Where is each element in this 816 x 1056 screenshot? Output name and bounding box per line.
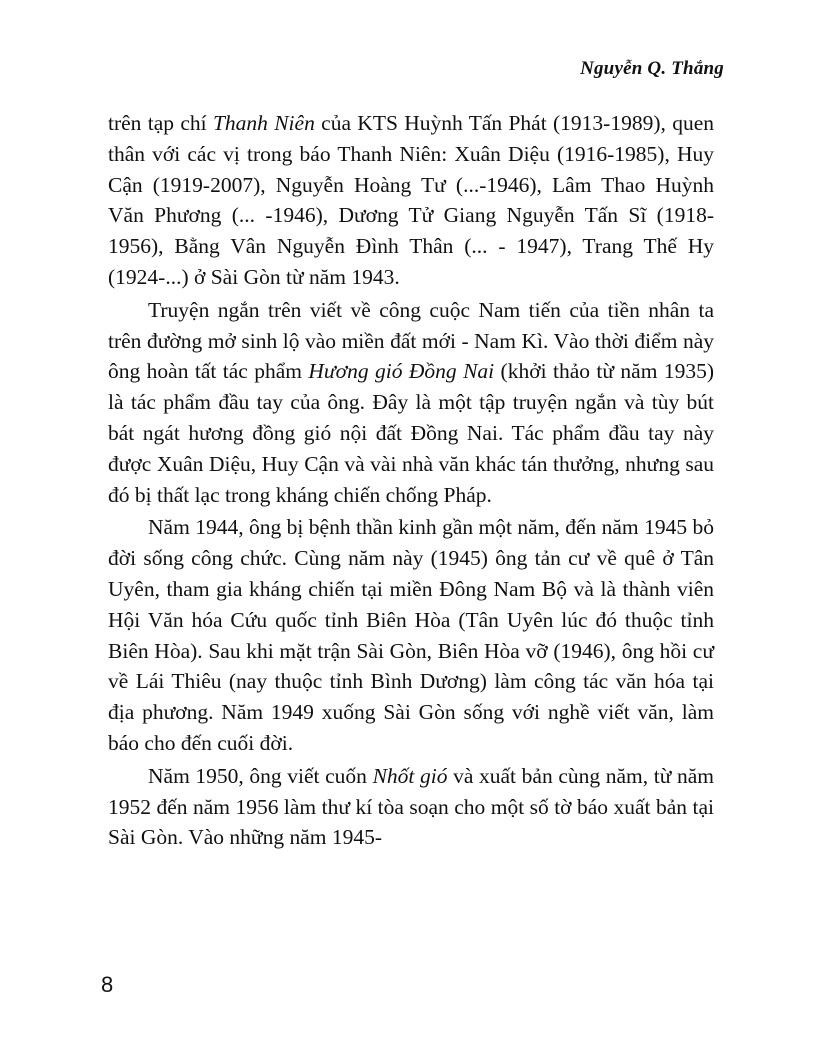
paragraph-4-text-2: và xuất bản cùng năm, từ năm 1952 đến năm 1956 làm thư kí tòa soạn cho một số tờ báo xuất bản tại Sài Gòn. Vào những năm 1945- [108, 763, 715, 850]
paragraph-4-text-1: Năm 1950, ông viết cuốn [148, 763, 373, 788]
page-number: 8 [101, 972, 114, 997]
paragraph-1-text-2: của KTS Huỳnh Tấn Phát (1913-1989), quen thân với các vị trong báo Thanh Niên: Xuân Diệu (1916-1985), Huy Cận (1919-2007), Nguyễn Hoàng Tư (...-1946), Lâm Thao Huỳnh Văn Phương (... -1946), Dương Tử Giang Nguyễn Tấn Sĩ (1918-1956), Bằng Vân Nguyễn Đình Thân (... - 1947), Trang Thế Hy (1924-...) ở Sài Gòn từ năm 1943. [108, 111, 714, 289]
paragraph-4 [108, 761, 714, 853]
paragraph-2-text-1: Truyện ngắn trên viết về công cuộc Nam tiến của tiền nhân ta trên đường mở sinh lộ vào miền đất mới - Nam Kì. Vào thời điểm này ông hoàn tất tác phẩm [108, 297, 714, 384]
page-body [108, 108, 714, 853]
magazine-title-thanh-nien: Thanh Niên [212, 111, 315, 135]
paragraph-1-text-1: trên tạp chí [108, 111, 213, 135]
paragraph-3-text-1: Năm 1944, ông bị bệnh thần kinh gần một năm, đến năm 1945 bỏ đời sống công chức. Cùng năm này (1945) ông tản cư về quê ở Tân Uyên, tham gia kháng chiến tại miền Đông Nam Bộ và là thành viên Hội Văn hóa Cứu quốc tỉnh Biên Hòa (Tân Uyên lúc đó thuộc tỉnh Biên Hòa). Sau khi mặt trận Sài Gòn, Biên Hòa vỡ (1946), ông hồi cư về Lái Thiêu (nay thuộc tỉnh Bình Dương) làm công tác văn hóa tại địa phương. Năm 1949 xuống Sài Gòn sống với nghề viết văn, làm báo cho đến cuối đời. [108, 515, 714, 755]
paragraph-2 [108, 295, 714, 511]
book-title-huong-gio-dong-nai: Hương gió Đồng Nai [308, 359, 495, 384]
running-header-title: Nguyễn Q. Thắng [580, 58, 724, 79]
paragraph-2-text-2: (khởi thảo từ năm 1935) là tác phẩm đầu tay của ông. Đây là một tập truyện ngắn và tùy bút bát ngát hương đồng gió nội đất Đồng Nai. Tác phẩm đầu tay này được Xuân Diệu, Huy Cận và vài nhà văn khác tán thưởng, nhưng sau đó bị thất lạc trong kháng chiến chống Pháp. [108, 359, 715, 507]
paragraph-3 [108, 512, 714, 758]
running-header [580, 58, 724, 80]
book-title-nhot-gio: Nhốt gió [372, 763, 448, 788]
paragraph-1 [108, 108, 714, 293]
